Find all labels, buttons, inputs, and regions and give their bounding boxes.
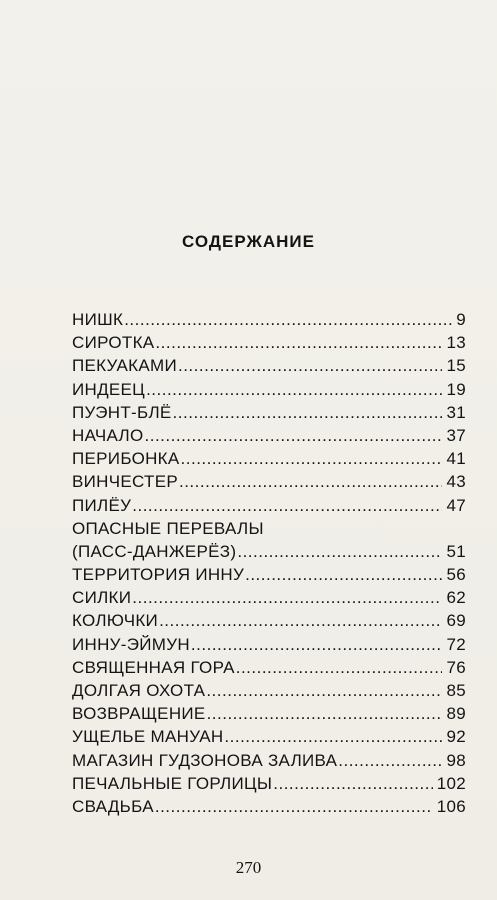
leader-dots <box>179 470 443 493</box>
leader-dots <box>206 679 442 702</box>
toc-entry-title: СВАДЬБА <box>72 796 154 816</box>
toc-entry-title: ИННУ-ЭЙМУН <box>72 634 190 654</box>
toc-entry-page: 15 <box>446 356 466 376</box>
toc-entry <box>72 609 466 632</box>
leader-dots <box>191 633 443 656</box>
toc-entry <box>72 586 466 609</box>
toc-entry-page: 102 <box>436 773 466 793</box>
toc-entry-page: 47 <box>446 495 466 515</box>
leader-dots <box>159 609 442 632</box>
page-title: СОДЕРЖАНИЕ <box>182 232 315 251</box>
toc-entry <box>72 424 466 447</box>
toc-entry-title: НАЧАЛО <box>72 425 144 445</box>
toc-entry <box>72 633 466 656</box>
leader-dots <box>181 447 443 470</box>
toc-entry <box>72 378 466 401</box>
toc-entry-title: СВЯЩЕННАЯ ГОРА <box>72 657 235 677</box>
leader-dots <box>155 795 433 818</box>
toc-entry-page: 19 <box>446 379 466 399</box>
toc-entry-title: СИРОТКА <box>72 333 155 353</box>
leader-dots <box>273 772 432 795</box>
leader-dots <box>132 586 442 609</box>
leader-dots <box>132 494 442 517</box>
toc-entry-title: ПИЛЁУ <box>72 495 132 515</box>
toc-entry <box>72 563 466 586</box>
toc-entry-page: 9 <box>456 310 466 329</box>
leader-dots <box>145 424 443 447</box>
leader-dots <box>236 656 443 679</box>
toc-entry-title: УЩЕЛЬЕ МАНУАН <box>72 727 224 747</box>
toc-entry-title: ДОЛГАЯ ОХОТА <box>72 681 206 700</box>
toc-entry-title: ТЕРРИТОРИЯ ИННУ <box>72 565 245 585</box>
toc-entry-page: 56 <box>446 565 466 585</box>
toc-entry <box>72 725 466 748</box>
toc-entry-title: ПЕКУАКАМИ <box>72 356 177 376</box>
toc-entry <box>72 354 466 377</box>
toc-entry <box>72 795 466 818</box>
toc-entry-title: ПУЭНТ-БЛЁ <box>72 402 172 422</box>
toc-entry-title: СИЛКИ <box>72 588 132 608</box>
toc-entry-title: (ПАСС-ДАНЖЕРЁЗ) <box>72 541 237 561</box>
toc-entry <box>72 470 466 493</box>
toc-entry-title: ПЕРИБОНКА <box>72 449 180 469</box>
leader-dots <box>178 354 443 377</box>
toc-entry-page: 76 <box>446 657 466 677</box>
toc-entry <box>72 517 466 540</box>
toc-entry-title: ВИНЧЕСТЕР <box>72 472 178 492</box>
page-number: 270 <box>235 858 262 877</box>
leader-dots <box>338 749 442 772</box>
leader-dots <box>124 308 452 331</box>
toc-entry-title: ПЕЧАЛЬНЫЕ ГОРЛИЦЫ <box>72 773 273 793</box>
toc-entry-page: 31 <box>446 402 466 422</box>
leader-dots <box>224 725 442 748</box>
toc-entry <box>72 401 466 424</box>
leader-dots <box>146 378 442 401</box>
table-of-contents <box>72 308 466 818</box>
toc-entry-page: 13 <box>446 333 466 353</box>
toc-entry-title: КОЛЮЧКИ <box>72 611 159 631</box>
toc-entry-page: 106 <box>436 796 466 816</box>
toc-entry-page: 92 <box>446 727 466 747</box>
toc-entry <box>72 494 466 517</box>
toc-entry-page: 98 <box>446 750 466 770</box>
leader-dots <box>237 540 442 563</box>
toc-entry-page: 37 <box>446 425 466 445</box>
toc-entry-page: 69 <box>446 611 466 631</box>
toc-entry-page: 41 <box>446 449 466 469</box>
toc-entry-title: ВОЗВРАЩЕНИЕ <box>72 704 206 724</box>
toc-entry-page: 72 <box>446 634 466 654</box>
toc-entry <box>72 679 466 702</box>
toc-entry-title: ИНДЕЕЦ <box>72 379 146 399</box>
toc-entry <box>72 749 466 772</box>
toc-entry-page: 51 <box>446 541 466 561</box>
toc-entry-page: 43 <box>446 472 466 492</box>
leader-dots <box>207 702 443 725</box>
toc-entry-title: НИШК <box>72 310 124 329</box>
toc-entry <box>72 772 466 795</box>
toc-entry-title: МАГАЗИН ГУДЗОНОВА ЗАЛИВА <box>72 750 338 770</box>
toc-entry-page: 89 <box>446 704 466 724</box>
toc-entry-title: ОПАСНЫЕ ПЕРЕВАЛЫ <box>72 518 264 538</box>
toc-entry <box>72 656 466 679</box>
toc-entry <box>72 447 466 470</box>
toc-entry-page: 62 <box>446 588 466 608</box>
leader-dots <box>173 401 443 424</box>
leader-dots <box>155 331 442 354</box>
toc-entry <box>72 331 466 354</box>
leader-dots <box>245 563 442 586</box>
toc-entry <box>72 702 466 725</box>
toc-entry <box>72 308 466 331</box>
toc-entry-page: 85 <box>446 681 466 700</box>
toc-entry <box>72 540 466 563</box>
